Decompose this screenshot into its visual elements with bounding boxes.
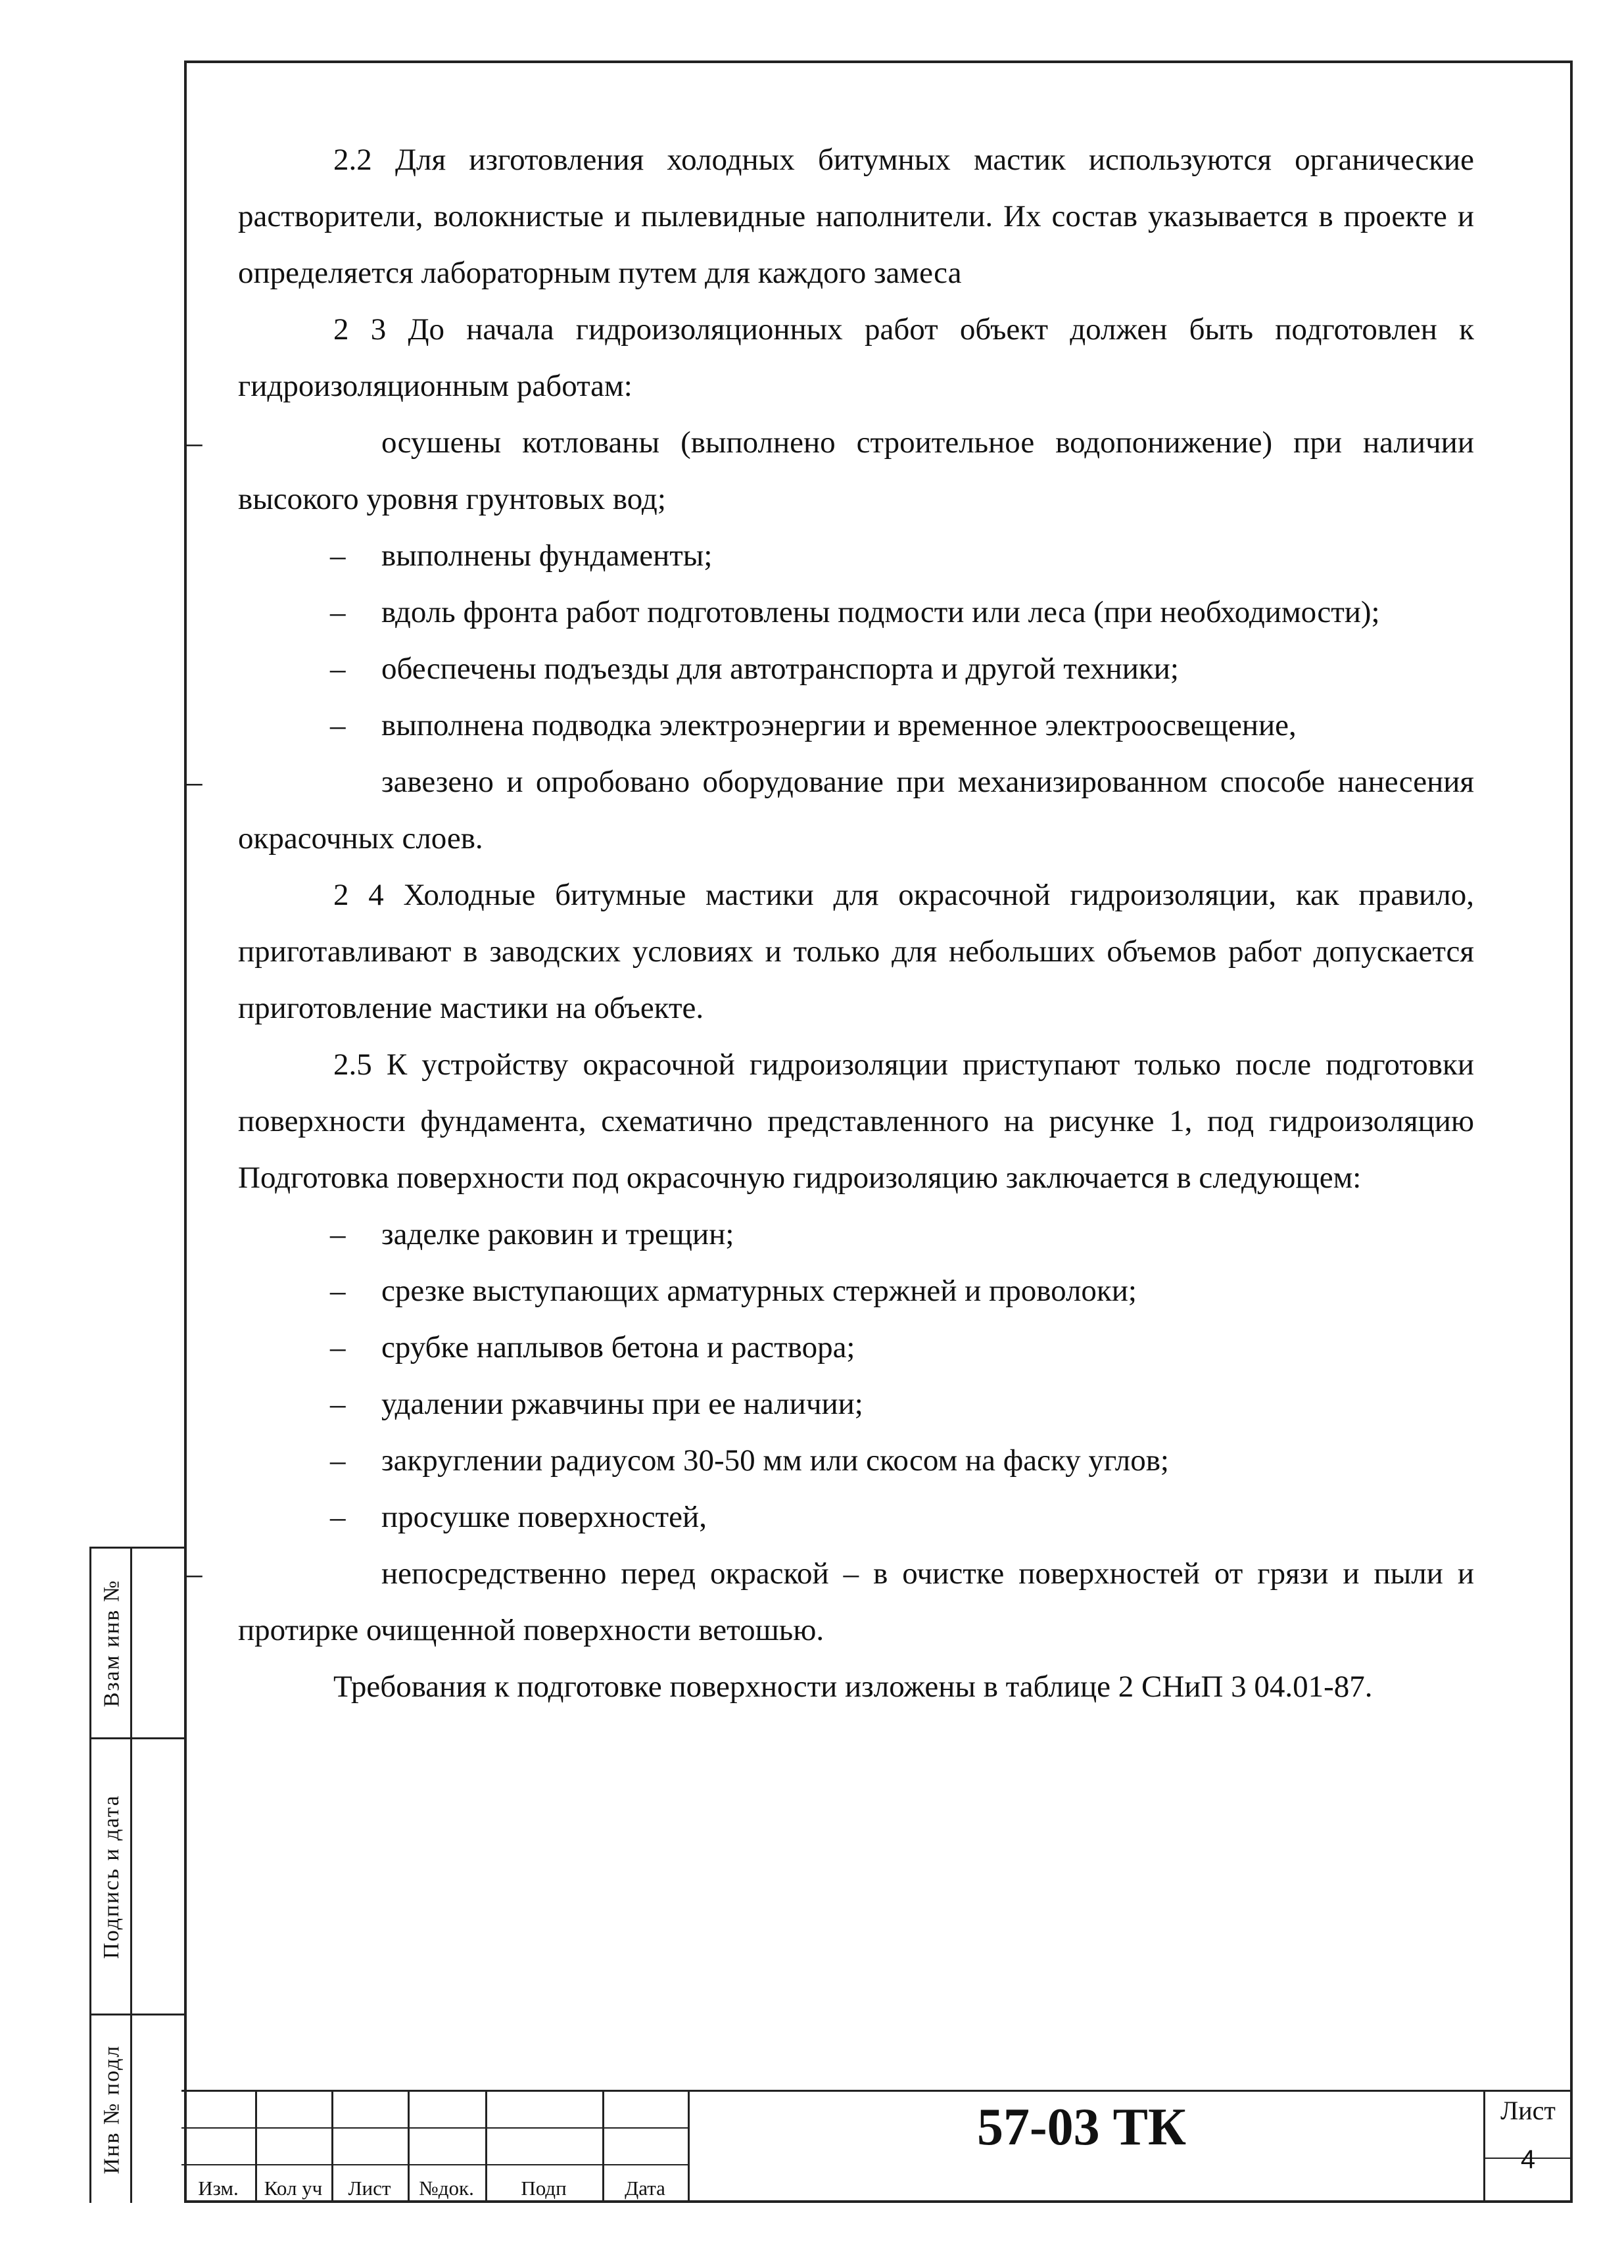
document-code: 57-03 ТК [976,2098,1186,2156]
list-dash: – [330,708,346,742]
header-izm: Изм. [198,2177,239,2200]
list-dash: – [330,1500,346,1534]
paragraph-2-5: 2.5 К устройству окрасочной гидроизоляции приступают только после подготовки поверхности фундамента, схематично представленного на рисунке 1, под гидроизоляцию Подготовка поверхности под окрасочную гидроизоляцию заключается в следующем: [238,1048,1474,1195]
header-list: Лист [348,2177,391,2200]
side-stamp-inv-podl [89,2014,184,2203]
header-data: Дата [625,2177,665,2200]
header-kol-uch: Кол уч [264,2177,323,2200]
list-item: – выполнена подводка электроэнергии и временное электроосвещение, [238,697,1474,754]
list-dash: – [187,765,203,799]
paragraph-2-4: 2 4 Холодные битумные мастики для окрасочной гидроизоляции, как правило, приготавливают в заводских условиях и только для небольших объемов работ допускается приготовление мастики на объекте. [238,878,1474,1025]
header-podp: Подп [521,2177,567,2200]
list-item: – срубке наплывов бетона и раствора; [238,1319,1474,1376]
list-dash: – [330,1330,346,1364]
sheet-label: Лист [1500,2096,1556,2125]
list-dash: – [330,1443,346,1478]
list-dash: – [330,595,346,629]
paragraph-2-3: 2 3 До начала гидроизоляционных работ объект должен быть подготовлен к гидроизоляционным работам: [238,312,1474,403]
side-stamp-vzam-label: Взам инв № [99,1579,124,1707]
sheet-number: 4 [1520,2145,1536,2174]
list-dash: – [330,1387,346,1421]
list-item: – удалении ржавчины при ее наличии; [238,1376,1474,1432]
paragraph-2-2: 2.2 Для изготовления холодных битумных мастик используются органические растворители, волокнистые и пылевидные наполнители. Их состав указывается в проекте и определяется лабораторным путем для каждого замеса [238,143,1474,290]
list-item: – завезено и опробовано оборудование при механизированном способе нанесения окрасочных слоев. [238,754,1474,867]
list-dash: – [187,1556,203,1591]
list-item: – просушке поверхностей, [238,1489,1474,1545]
document-body [187,132,1474,1715]
closing-paragraph: Требования к подготовке поверхности изложены в таблице 2 СНиП 3 04.01-87. [333,1670,1373,1704]
list-item: – вдоль фронта работ подготовлены подмости или леса (при необходимости); [238,584,1474,640]
list-dash: – [330,1274,346,1308]
list-item: – заделке раковин и трещин; [238,1206,1474,1263]
side-stamp-vzam [89,1547,184,1737]
list-item: – выполнены фундаменты; [238,527,1474,584]
header-ndok: №док. [419,2177,474,2200]
list-item: – закруглении радиусом 30-50 мм или скосом на фаску углов; [238,1432,1474,1489]
list-item: – срезке выступающих арматурных стержней и проволоки; [238,1263,1474,1319]
list-dash: – [330,539,346,573]
list-item: – осушены котлованы (выполнено строительное водопонижение) при наличии высокого уровня грунтовых вод; [238,414,1474,527]
list-item: – обеспечены подъезды для автотранспорта и другой техники; [238,640,1474,697]
side-stamp-podpis [89,1737,184,2014]
list-dash: – [330,1217,346,1251]
list-dash: – [187,425,203,460]
list-item: – непосредственно перед окраской – в очистке поверхностей от грязи и пыли и протирке очищенной поверхности ветошью. [238,1545,1474,1658]
side-stamp-podpis-label: Подпись и дата [99,1794,124,1959]
side-stamp-inv-podl-label: Инв № подл [99,2044,124,2174]
list-dash: – [330,652,346,686]
